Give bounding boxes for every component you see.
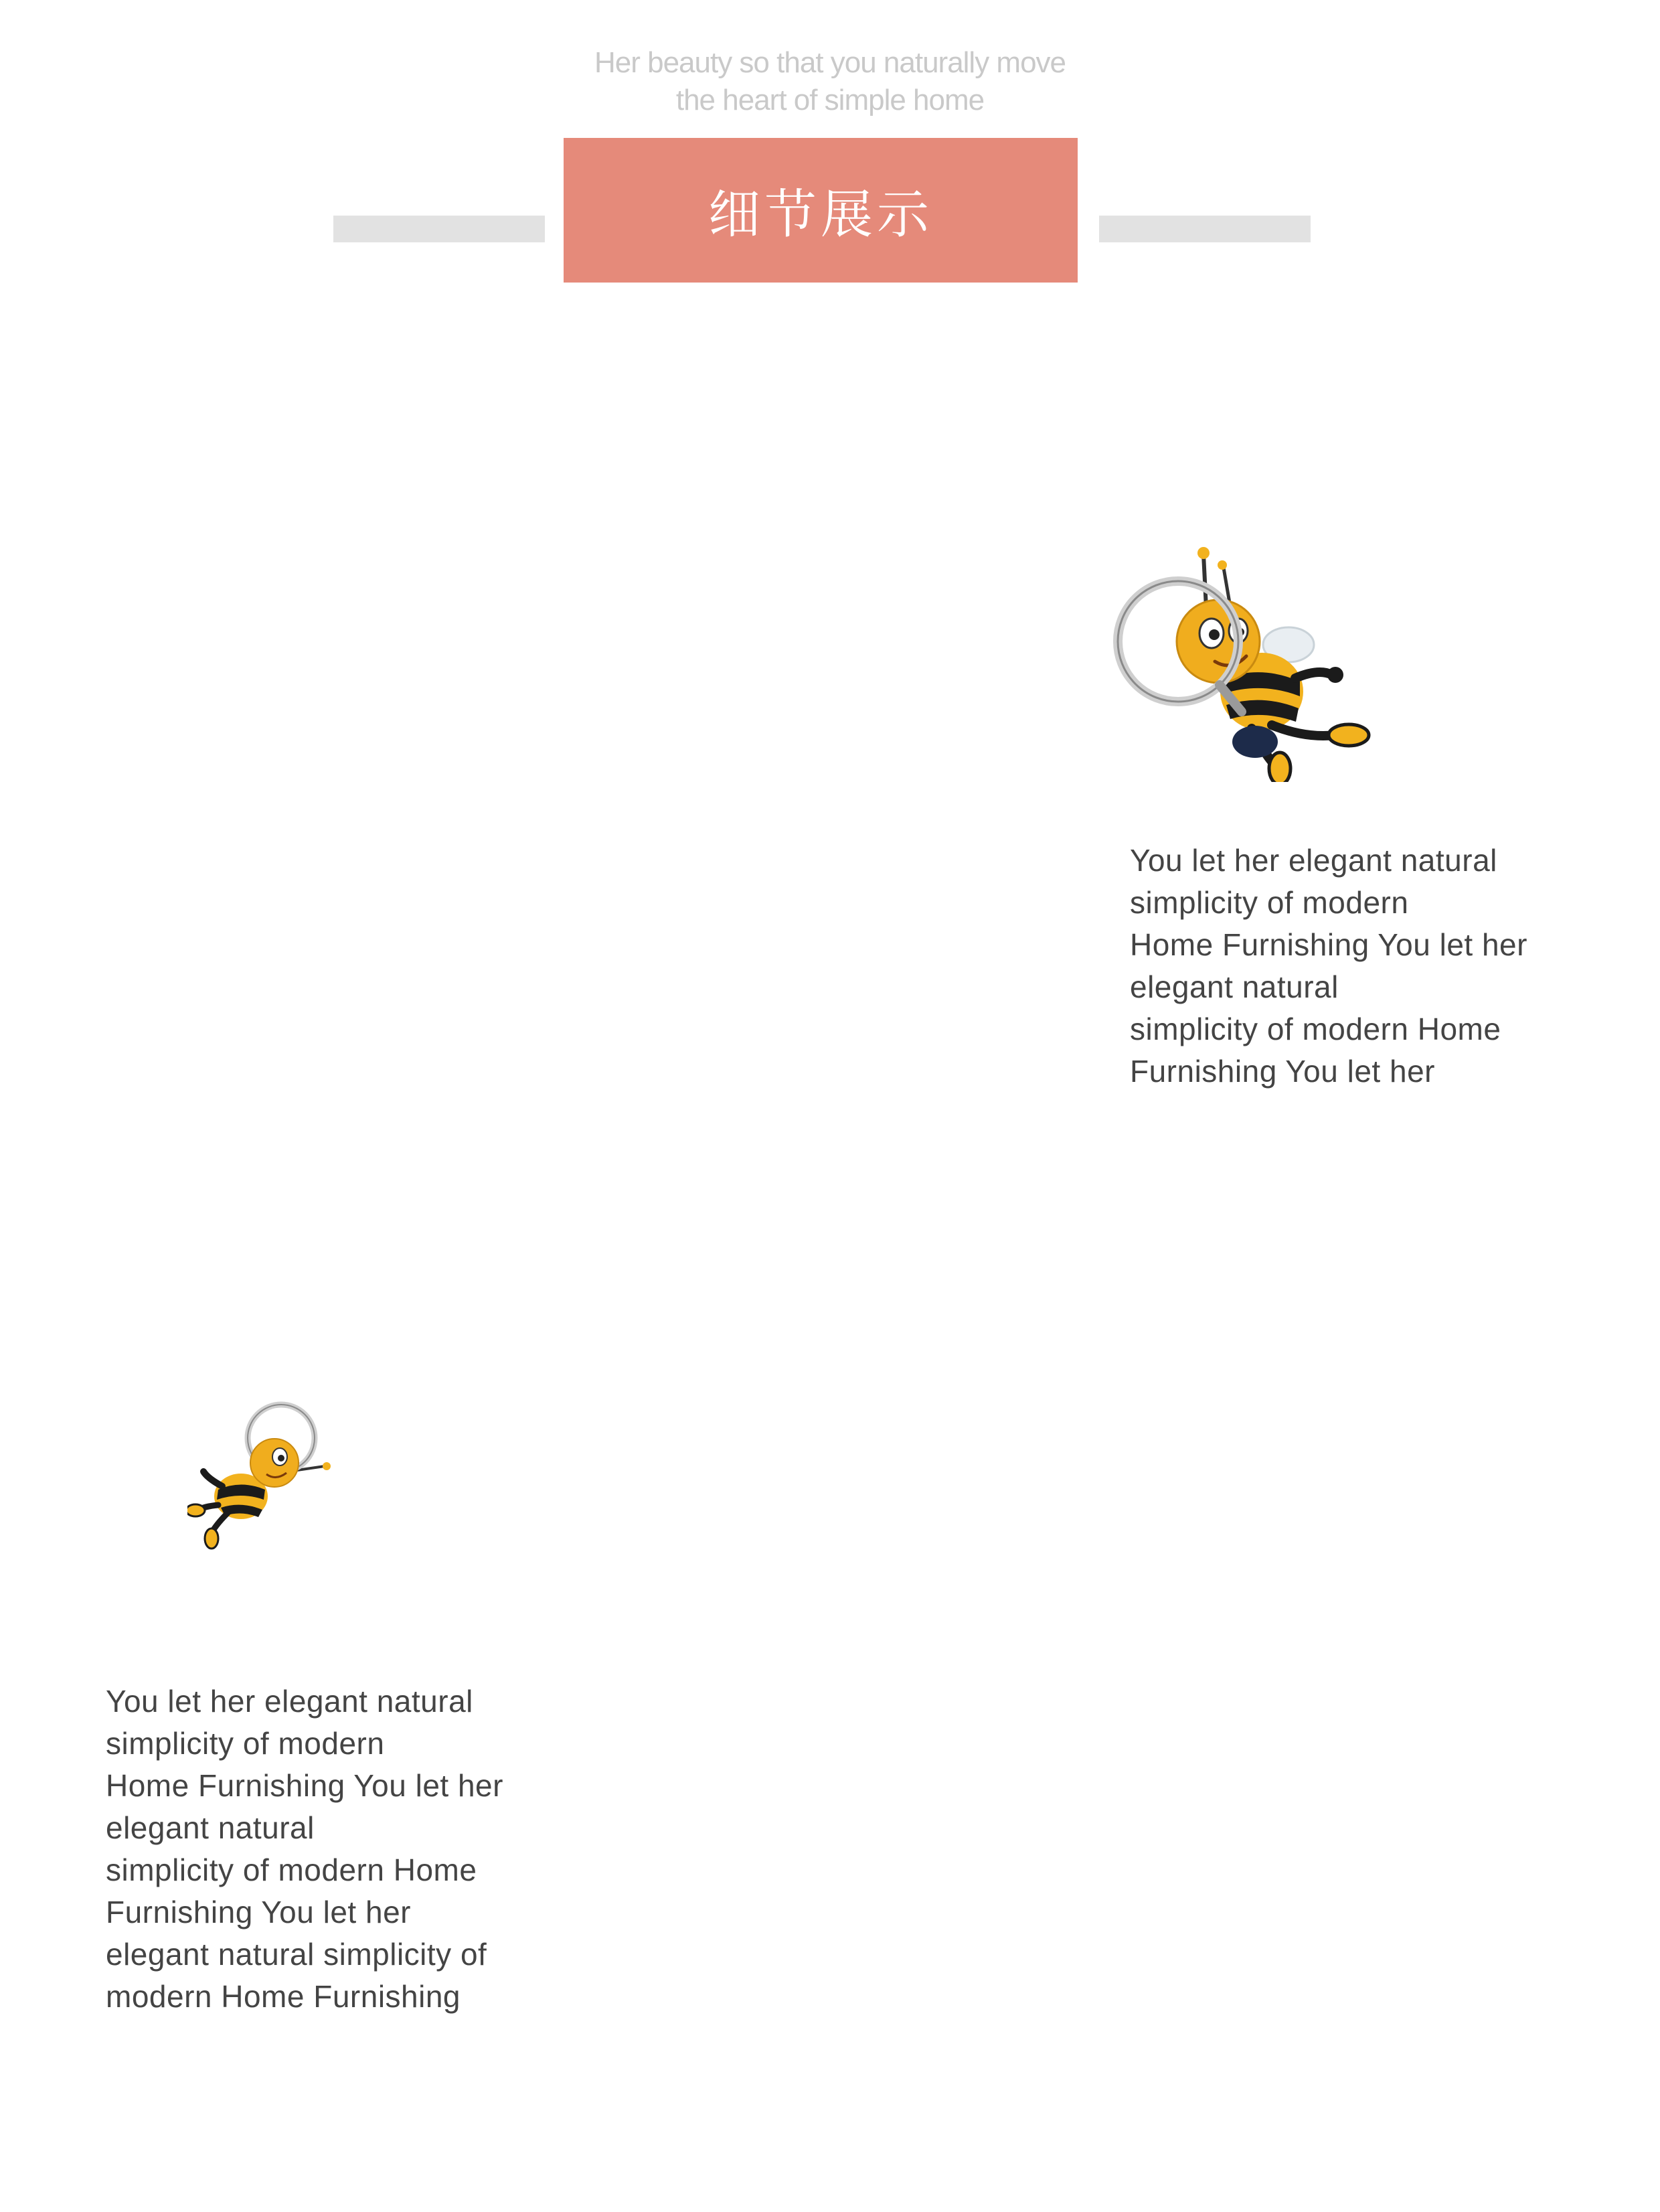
tagline [495, 44, 1165, 119]
bee-with-magnifying-glass-icon [1104, 541, 1399, 782]
right-divider-bar [1099, 216, 1311, 242]
description-paragraph [1130, 840, 1527, 1093]
description-line: You let her elegant natural [106, 1684, 473, 1719]
bee-with-magnifying-glass-icon [187, 1393, 348, 1553]
description-line: simplicity of modern [1130, 885, 1409, 920]
description-line: Home Furnishing You let her [1130, 927, 1527, 962]
description-line: elegant natural [1130, 969, 1339, 1004]
description-line: Home Furnishing You let her [106, 1768, 503, 1803]
description-line: simplicity of modern Home [106, 1852, 477, 1887]
section-title: 细节展示 [708, 185, 933, 245]
description-line: elegant natural simplicity of [106, 1937, 487, 1972]
description-line: simplicity of modern Home [1130, 1012, 1501, 1046]
section-title-banner [564, 138, 1078, 283]
description-line: Furnishing You let her [1130, 1054, 1435, 1089]
tagline-line: the heart of simple home [675, 84, 985, 116]
description-line: modern Home Furnishing [106, 1979, 461, 2014]
left-divider-bar [333, 216, 545, 242]
tagline-line: Her beauty so that you naturally move [594, 46, 1066, 79]
description-line: simplicity of modern [106, 1726, 385, 1761]
description-line: Furnishing You let her [106, 1895, 411, 1929]
description-line: elegant natural [106, 1810, 315, 1845]
description-line: You let her elegant natural [1130, 843, 1497, 878]
description-paragraph [106, 1680, 503, 2018]
